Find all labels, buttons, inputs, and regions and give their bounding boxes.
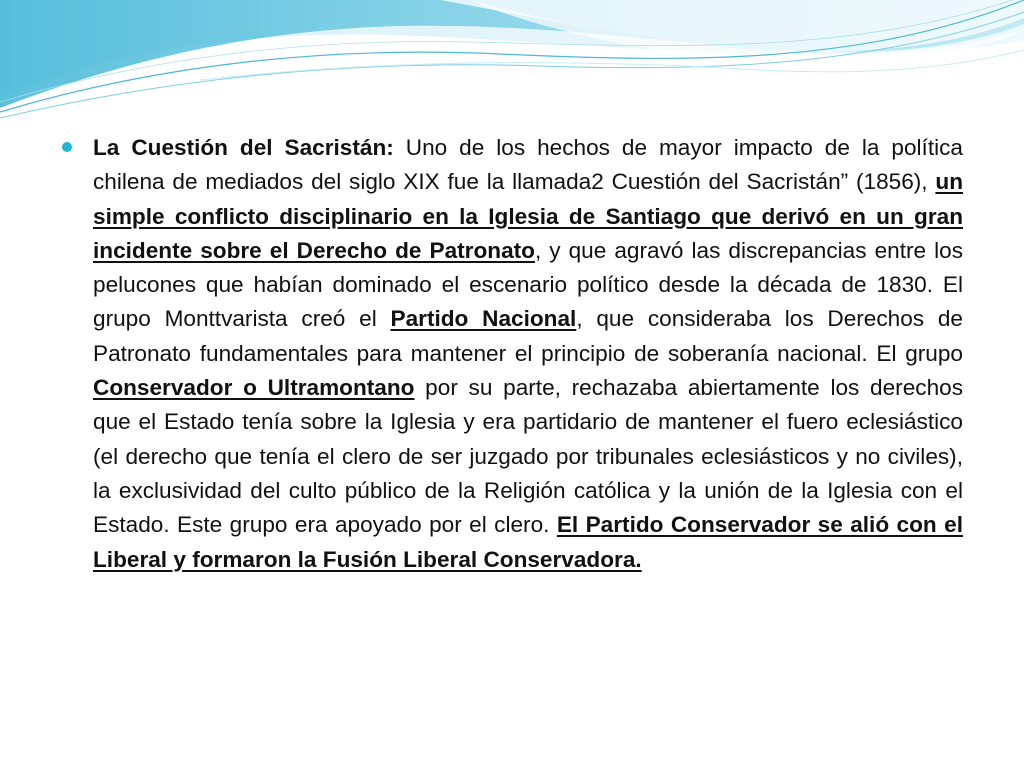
bullet-item: [60, 131, 963, 577]
header-wave-decoration: [0, 0, 1024, 130]
slide-content: [60, 131, 963, 577]
underlined-phrase-patronato: un simple conflicto disciplinario en la Iglesia de Santiago que derivó en un gran incidente sobre el Derecho de Patronato: [93, 169, 963, 263]
bullet-paragraph: [93, 131, 963, 577]
underlined-phrase-fusion: El Partido Conservador se alió con el Liberal y formaron la Fusión Liberal Conservadora.: [93, 512, 963, 572]
bullet-dot-icon: [62, 142, 72, 152]
text-segment: , que consideraba los Derechos de Patronato fundamentales para mantener el principio de soberanía nacional. El grupo: [93, 306, 964, 366]
bullet-title: La Cuestión del Sacristán:: [93, 135, 394, 160]
text-segment: , y que agravó las discrepancias entre los pelucones que habían dominado el escenario político desde la década de 1830. El grupo Monttvarista creó el: [93, 237, 964, 332]
text-segment: Uno de los hechos de mayor impacto de la política chilena de mediados del siglo XIX fue la llamada2 Cuestión del Sacristán” (1856),: [93, 135, 963, 195]
underlined-phrase-conservador: Conservador o Ultramontano: [93, 375, 415, 401]
underlined-phrase-partido-nacional: Partido Nacional: [390, 306, 577, 332]
text-segment: por su parte, rechazaba abiertamente los derechos que el Estado tenía sobre la Iglesia y era partidario de mantener el fuero eclesiástico (el derecho que tenía el clero de ser juzgado por tribunales eclesiásticos y no civiles), la exclusividad del culto público de la Religión católica y la unión de la Iglesia con el Estado. Este grupo era apoyado por el clero.: [93, 375, 963, 538]
